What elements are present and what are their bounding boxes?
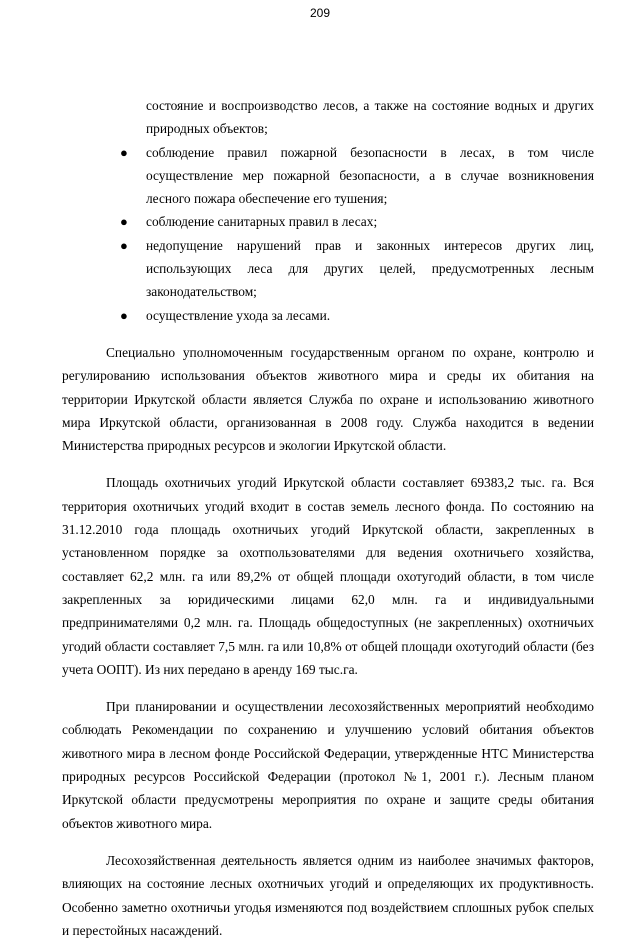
- paragraph-recommendations: При планировании и осуществлении лесохозяйственных мероприятий необходимо соблюдать Рекомендации по сохранению и улучшению условий обитания объектов животного мира в лесном фонде Российской Федерации, утвержденные НТС Министерства природных ресурсов Российской Федерации (протокол №1, 2001 г.). Лесным планом Иркутской области предусмотрены мероприятия по охране и защите среды обитания объектов животного мира.: [62, 699, 594, 831]
- bullet-icon: ●: [120, 307, 128, 323]
- bullet-icon: ●: [120, 237, 128, 253]
- paragraph-forestry-impact: Лесохозяйственная деятельность является одним из наиболее значимых факторов, влияющих на состояние лесных охотничьих угодий и определяющих их продуктивность. Особенно заметно охотничьи угодья изменяются под воздействием сплошных рубок спелых и перестойных насаждений.: [62, 852, 594, 938]
- paragraph-wildlife-service: Специально уполномоченным государственным органом по охране, контролю и регулированию использования объектов животного мира и среды их обитания на территории Иркутской области является Служба по охране и использованию животного мира Иркутской области, организованная в 2008 году. Служба находится в ведении Министерства природных ресурсов и экологии Иркутской области.: [62, 344, 594, 454]
- list-item: [120, 141, 594, 211]
- bullet-icon: ●: [120, 144, 128, 160]
- list-item: [120, 234, 594, 304]
- paragraph-hunting-grounds-area: Площадь охотничьих угодий Иркутской области составляет 69383,2 тыс. га. Вся территория охотничьих угодий входит в состав земель лесного фонда. По состоянию на 31.12.2010 года площадь охотничьих угодий Иркутской области, закрепленных в установленном порядке за охотпользователями для ведения охотничьего хозяйства, составляет 62,2 млн. га или 89,2% от общей площади охотугодий области, в том числе закрепленных за юридическими лицами 62,0 млн. га и индивидуальными предпринимателями 0,2 млн. га. Площадь общедоступных (не закрепленных) охотничьих угодий области составляет 7,5 млн. га или 10,8% от общей площади охотугодий области (без учета ООПТ). Из них передано в аренду 169 тыс.га.: [62, 475, 594, 677]
- bullet-text: недопущение нарушений прав и законных интересов других лиц, использующих леса для других целей, предусмотренных лесным законодательством;: [146, 237, 594, 300]
- bullet-text: соблюдение правил пожарной безопасности в лесах, в том числе осуществление мер пожарной безопасности, а в случае возникновения лесного пожара обеспечение его тушения;: [146, 144, 594, 207]
- bullet-continuation: состояние и воспроизводство лесов, а также на состояние водных и других природных объектов;: [146, 98, 594, 137]
- bullet-icon: ●: [120, 214, 128, 230]
- document-body: [62, 94, 594, 942]
- bullet-text: осуществление ухода за лесами.: [146, 307, 331, 323]
- bullet-text: соблюдение санитарных правил в лесах;: [146, 214, 378, 230]
- list-item: [120, 304, 594, 327]
- list-item: [120, 210, 594, 233]
- list-item: [146, 94, 594, 141]
- bullet-list: [62, 94, 594, 327]
- page-number: 209: [309, 6, 331, 20]
